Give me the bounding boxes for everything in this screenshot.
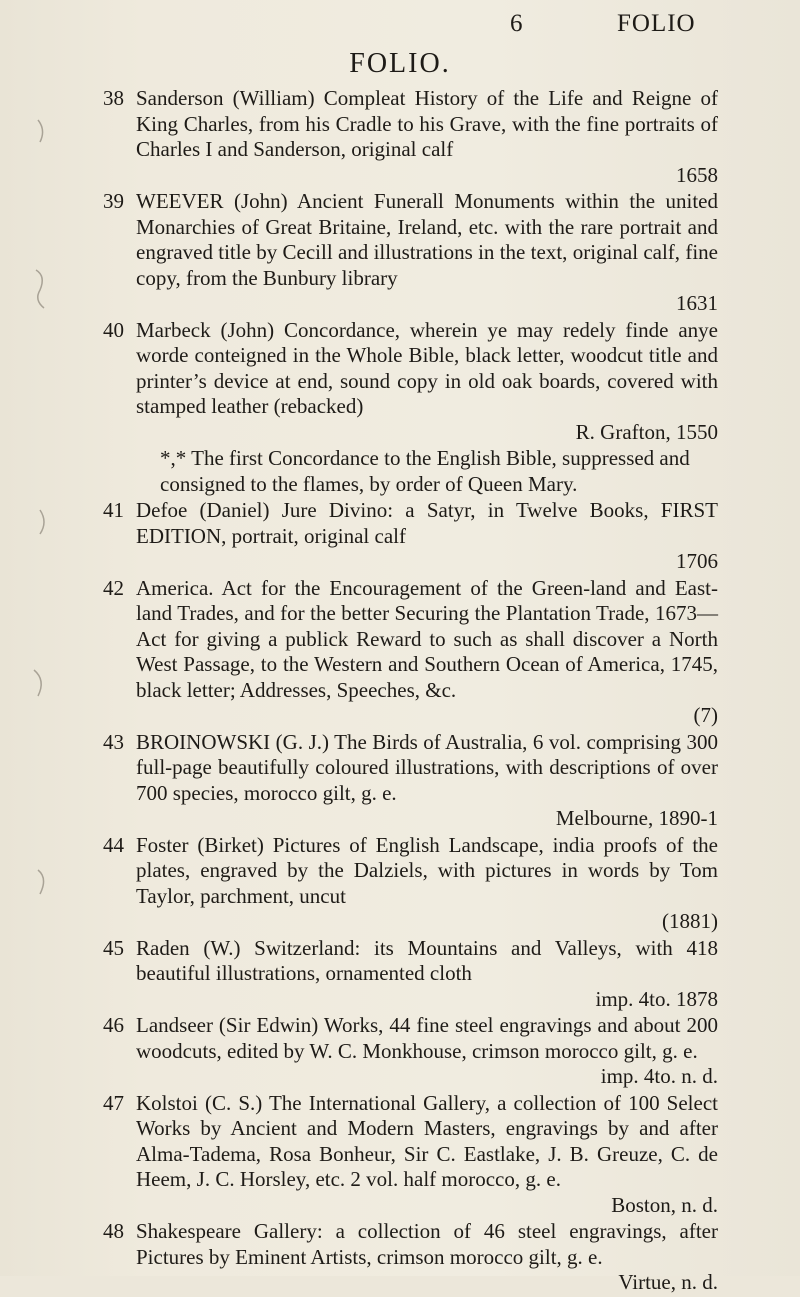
lot-description: Raden (W.) Switzerland: its Mountains and Valleys, with 418 beautiful illustrations, ornamented cloth [136, 935, 718, 985]
lot-entry [68, 189, 718, 317]
lot-number: 46 [103, 1013, 124, 1037]
lot-entry [68, 86, 718, 188]
lot-number: 43 [103, 729, 124, 754]
lot-imprint: 1658 [676, 162, 718, 187]
lot-imprint: 1706 [676, 549, 718, 573]
lot-description: WEEVER (John) Ancient Funerall Monuments within the united Monarchies of Great Britaine, Ireland, etc. with the rare portrait and engraved title by Cecill and illustrations in the text, original calf, fine copy, from the Bunbury library [136, 189, 718, 290]
lot-entry [68, 1013, 718, 1090]
lot-entry [68, 833, 718, 935]
lot-imprint: Boston, n. d. [611, 1192, 718, 1217]
lot-description: Marbeck (John) Concordance, wherein ye may redely finde anye worde conteigned in the Whole Bible, black letter, woodcut title and printer’s device at end, sound copy in old oak boards, covered with stamped leather (rebacked) [136, 317, 718, 418]
lot-imprint: Melbourne, 1890-1 [555, 806, 718, 830]
lot-number: 45 [103, 935, 124, 960]
section-title: FOLIO. [349, 48, 451, 79]
lot-entry [68, 730, 718, 832]
lot-number: 38 [103, 86, 124, 110]
lot-number: 40 [103, 317, 124, 342]
lot-number: 47 [103, 1090, 124, 1115]
lot-description: Defoe (Daniel) Jure Divino: a Satyr, in Twelve Books, FIRST EDITION, portrait, original calf [136, 498, 718, 548]
lot-description: Foster (Birket) Pictures of English Landscape, india proofs of the plates, engraved by the Dalziels, with pictures in words by Tom Taylor, parchment, uncut [136, 832, 718, 908]
lot-imprint: R. Grafton, 1550 [575, 419, 718, 444]
lot-imprint: imp. 4to. 1878 [595, 986, 718, 1011]
lot-imprint: imp. 4to. n. d. [600, 1064, 718, 1088]
lot-imprint: (7) [693, 703, 718, 727]
lot-number: 48 [103, 1219, 124, 1243]
lot-description: Shakespeare Gallery: a collection of 46 steel engravings, after Pictures by Eminent Artists, crimson morocco gilt, g. e. [136, 1219, 718, 1269]
lot-entry [68, 936, 718, 1013]
page-number: 6 [510, 10, 523, 37]
lot-imprint: Virtue, n. d. [618, 1270, 718, 1294]
lot-imprint: 1631 [676, 291, 718, 315]
lot-list [68, 86, 718, 1297]
lot-number: 44 [103, 832, 124, 857]
lot-number: 39 [103, 189, 124, 213]
lot-number: 42 [103, 575, 124, 600]
lot-entry [68, 1091, 718, 1219]
lot-entry [68, 318, 718, 446]
lot-entry [68, 498, 718, 575]
lot-number: 41 [103, 498, 124, 522]
lot-description: Landseer (Sir Edwin) Works, 44 fine steel engravings and about 200 woodcuts, edited by W. C. Monkhouse, crimson morocco gilt, g. e. [136, 1013, 718, 1063]
lot-note: *,* The first Concordance to the English Bible, suppressed and consigned to the flames, by order of Queen Mary. [160, 446, 690, 496]
running-head: FOLIO [617, 10, 696, 37]
lot-imprint: (1881) [662, 909, 718, 933]
running-header [0, 10, 800, 40]
lot-description: Sanderson (William) Compleat History of the Life and Reigne of King Charles, from his Cradle to his Grave, with the fine portraits of Charles I and Sanderson, original calf [136, 86, 718, 161]
pencil-annotations [28, 110, 88, 910]
lot-entry [68, 1219, 718, 1296]
lot-description: America. Act for the Encouragement of the Green-land and East-land Trades, and for the better Securing the Plantation Trade, 1673—Act for giving a publick Reward to such as shall discover a North West Passage, to the Western and Southern Ocean of America, 1745, black letter; Addresses, Speeches, &c. [136, 575, 718, 702]
lot-description: BROINOWSKI (G. J.) The Birds of Australia, 6 vol. comprising 300 full-page beautifully coloured illustrations, with descriptions of over 700 species, morocco gilt, g. e. [136, 729, 718, 805]
lot-description: Kolstoi (C. S.) The International Gallery, a collection of 100 Select Works by Ancient and Modern Masters, engravings by and after Alma-Tadema, Rosa Bonheur, Sir C. Eastlake, J. B. Greuze, C. de Heem, J. C. Horsley, etc. 2 vol. half morocco, g. e. [136, 1090, 718, 1191]
lot-entry [68, 576, 718, 729]
